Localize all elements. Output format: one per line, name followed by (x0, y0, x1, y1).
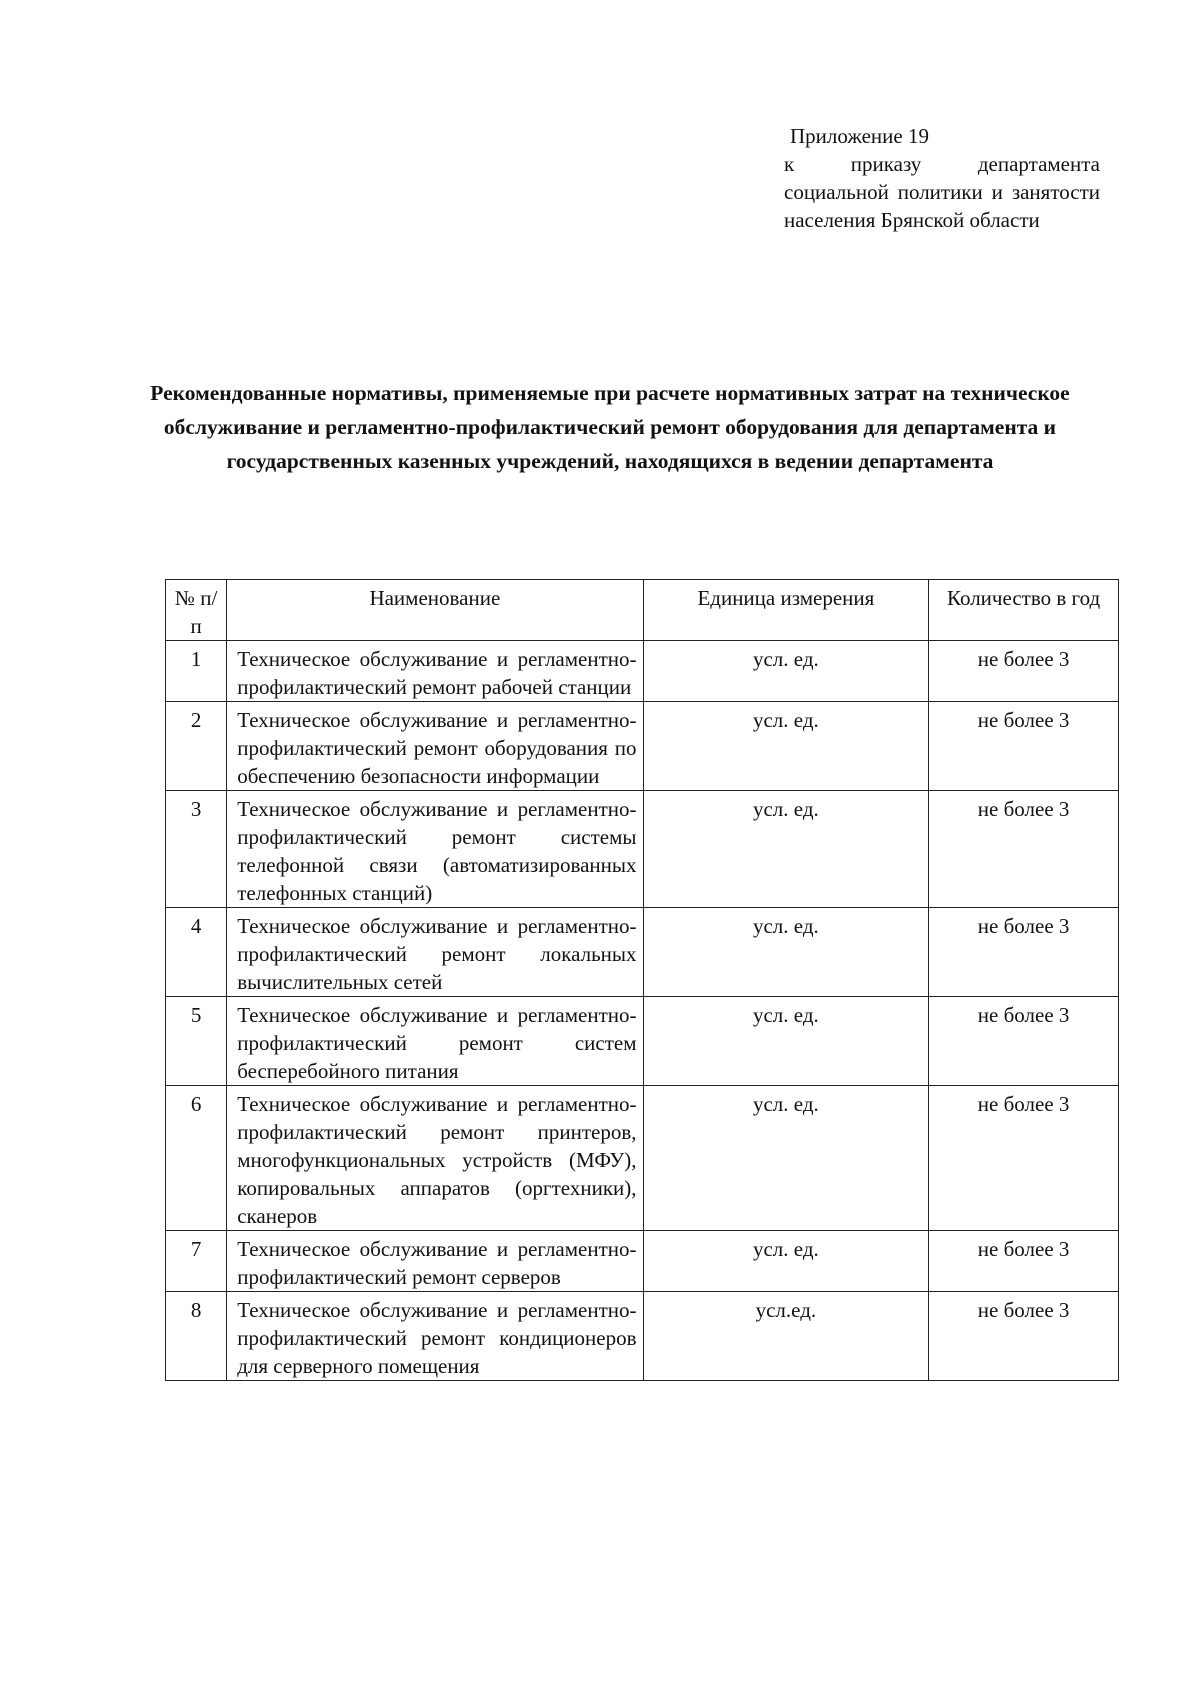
row-unit: усл. ед. (643, 791, 929, 908)
annex-header (784, 122, 1100, 234)
row-unit: усл. ед. (643, 908, 929, 997)
header-name: Наименование (227, 580, 643, 641)
row-unit: усл. ед. (643, 1086, 929, 1231)
row-qty: не более 3 (929, 702, 1119, 791)
row-num: 4 (166, 908, 227, 997)
row-unit: усл. ед. (643, 702, 929, 791)
row-unit: усл. ед. (643, 997, 929, 1086)
row-num: 3 (166, 791, 227, 908)
row-num: 6 (166, 1086, 227, 1231)
document-title: Рекомендованные нормативы, применяемые при расчете нормативных затрат на техническое обслуживание и регламентно-профилактический ремонт оборудования для департамента и государственных казенных учреждений, находящихся в ведении департамента (150, 381, 1070, 473)
row-qty: не более 3 (929, 908, 1119, 997)
table-row (166, 1231, 1119, 1292)
row-qty: не более 3 (929, 1292, 1119, 1381)
row-qty: не более 3 (929, 997, 1119, 1086)
row-qty: не более 3 (929, 1231, 1119, 1292)
row-num: 2 (166, 702, 227, 791)
table-row (166, 1292, 1119, 1381)
header-qty: Количество в год (929, 580, 1119, 641)
row-num: 8 (166, 1292, 227, 1381)
row-num: 5 (166, 997, 227, 1086)
row-name: Техническое обслуживание и регламентно-профилактический ремонт рабочей станции (227, 641, 643, 702)
row-unit: усл. ед. (643, 641, 929, 702)
table-header-row (166, 580, 1119, 641)
row-num: 1 (166, 641, 227, 702)
row-qty: не более 3 (929, 1086, 1119, 1231)
row-qty: не более 3 (929, 641, 1119, 702)
row-name: Техническое обслуживание и регламентно-профилактический ремонт кондиционеров для серверного помещения (227, 1292, 643, 1381)
row-unit: усл.ед. (643, 1292, 929, 1381)
table-row (166, 908, 1119, 997)
table-row (166, 791, 1119, 908)
row-name: Техническое обслуживание и регламентно-профилактический ремонт систем бесперебойного питания (227, 997, 643, 1086)
annex-reference: к приказу департамента социальной политики и занятости населения Брянской области (784, 152, 1100, 232)
row-name: Техническое обслуживание и регламентно-профилактический ремонт локальных вычислительных сетей (227, 908, 643, 997)
row-unit: усл. ед. (643, 1231, 929, 1292)
table-row (166, 641, 1119, 702)
table-row (166, 1086, 1119, 1231)
table-row (166, 702, 1119, 791)
header-unit: Единица измерения (643, 580, 929, 641)
row-name: Техническое обслуживание и регламентно-профилактический ремонт серверов (227, 1231, 643, 1292)
row-qty: не более 3 (929, 791, 1119, 908)
header-num: № п/п (166, 580, 227, 641)
table-row (166, 997, 1119, 1086)
annex-title: Приложение 19 (790, 124, 929, 148)
norms-table (165, 579, 1119, 1381)
row-name: Техническое обслуживание и регламентно-профилактический ремонт оборудования по обеспечению безопасности информации (227, 702, 643, 791)
row-name: Техническое обслуживание и регламентно-профилактический ремонт системы телефонной связи (автоматизированных телефонных станций) (227, 791, 643, 908)
row-name: Техническое обслуживание и регламентно-профилактический ремонт принтеров, многофункциональных устройств (МФУ), копировальных аппаратов (оргтехники), сканеров (227, 1086, 643, 1231)
row-num: 7 (166, 1231, 227, 1292)
